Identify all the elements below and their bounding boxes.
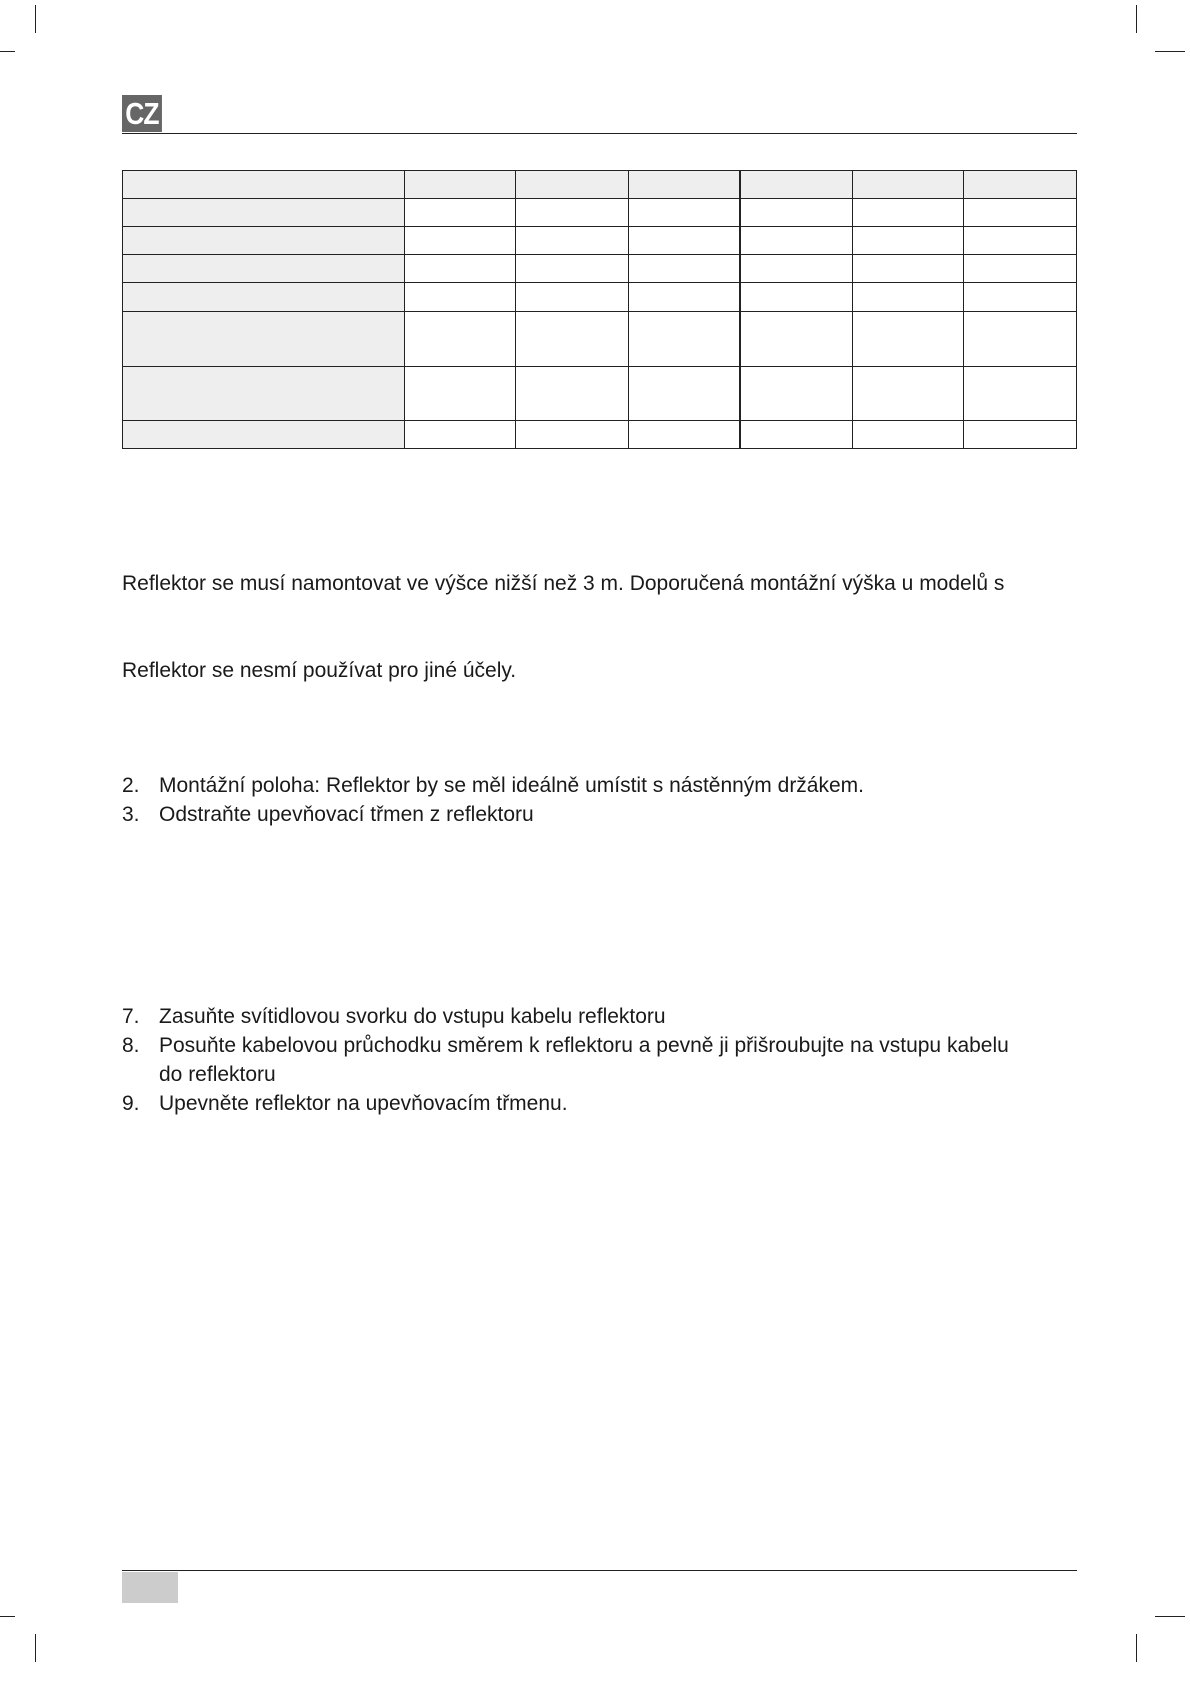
list-item [122, 1005, 666, 1029]
table-cell [853, 171, 964, 199]
crop-mark [1155, 1616, 1185, 1617]
table-cell [964, 283, 1077, 312]
table-row [123, 255, 1077, 283]
table-cell [405, 227, 516, 255]
crop-mark [35, 1634, 36, 1662]
table-row [123, 421, 1077, 449]
table-cell [853, 421, 964, 449]
table-cell [964, 421, 1077, 449]
table-cell [405, 367, 516, 421]
step-number: 3. [122, 803, 140, 826]
table-row [123, 171, 1077, 199]
table-cell [853, 227, 964, 255]
table-cell [853, 367, 964, 421]
step-number: 2. [122, 774, 140, 797]
table-cell [516, 255, 629, 283]
page-number-box [122, 1572, 178, 1603]
paragraph: Reflektor se nesmí používat pro jiné účely. [122, 659, 517, 682]
table-row [123, 227, 1077, 255]
table-cell [405, 255, 516, 283]
table-cell [964, 255, 1077, 283]
step-number: 7. [122, 1005, 140, 1028]
step-number: 9. [122, 1092, 140, 1115]
table-cell [740, 171, 852, 199]
table-cell [405, 171, 516, 199]
list-item [122, 1034, 1009, 1058]
table-cell [123, 227, 405, 255]
table-cell [516, 283, 629, 312]
spec-table [122, 170, 1077, 449]
table-cell [740, 283, 852, 312]
list-item [122, 803, 534, 827]
table-cell [123, 199, 405, 227]
table-cell [123, 367, 405, 421]
table-cell [964, 171, 1077, 199]
table-cell [853, 255, 964, 283]
table-row [123, 199, 1077, 227]
crop-mark [1155, 51, 1185, 52]
table-cell [629, 421, 740, 449]
table-cell [740, 421, 852, 449]
table-cell [405, 199, 516, 227]
table-cell [516, 171, 629, 199]
table-cell [405, 283, 516, 312]
table-cell [123, 421, 405, 449]
table-cell [740, 367, 852, 421]
table-cell [516, 199, 629, 227]
table-cell [853, 199, 964, 227]
language-badge: CZ [122, 95, 162, 132]
table-cell [123, 312, 405, 367]
table-cell [740, 227, 852, 255]
list-item [122, 774, 864, 798]
table-cell [405, 421, 516, 449]
table-cell [740, 255, 852, 283]
crop-mark [1136, 1634, 1137, 1662]
table-cell [629, 255, 740, 283]
table-cell [123, 255, 405, 283]
step-text: do reflektoru [159, 1063, 276, 1086]
table-cell [629, 367, 740, 421]
table-cell [516, 367, 629, 421]
crop-mark [1136, 5, 1137, 33]
table-cell [629, 312, 740, 367]
crop-mark [0, 51, 15, 52]
header-divider [122, 133, 1077, 134]
list-item [122, 1092, 568, 1116]
table-cell [964, 199, 1077, 227]
table-cell [516, 227, 629, 255]
table-cell [516, 421, 629, 449]
step-text: Upevněte reflektor na upevňovacím třmenu. [159, 1092, 568, 1115]
table-cell [629, 199, 740, 227]
step-text: Posuňte kabelovou průchodku směrem k reflektoru a pevně ji přišroubujte na vstupu kabelu [159, 1034, 1009, 1057]
step-text: Zasuňte svítidlovou svorku do vstupu kabelu reflektoru [159, 1005, 666, 1028]
step-number: 8. [122, 1034, 140, 1057]
crop-mark [0, 1616, 15, 1617]
table-cell [740, 199, 852, 227]
paragraph: Reflektor se musí namontovat ve výšce nižší než 3 m. Doporučená montážní výška u modelů s [122, 572, 1005, 595]
table-cell [964, 227, 1077, 255]
table-cell [123, 283, 405, 312]
table-cell [964, 312, 1077, 367]
table-cell [629, 171, 740, 199]
crop-mark [35, 5, 36, 33]
table-cell [853, 283, 964, 312]
table-row [123, 283, 1077, 312]
table-cell [853, 312, 964, 367]
list-item-continuation [122, 1063, 276, 1087]
table-row [123, 367, 1077, 421]
table-cell [740, 312, 852, 367]
table-cell [405, 312, 516, 367]
table-cell [516, 312, 629, 367]
table-row [123, 312, 1077, 367]
table-cell [629, 283, 740, 312]
table-cell [629, 227, 740, 255]
table-cell [964, 367, 1077, 421]
step-text: Montážní poloha: Reflektor by se měl ideálně umístit s nástěnným držákem. [159, 774, 864, 797]
table-cell [123, 171, 405, 199]
step-text: Odstraňte upevňovací třmen z reflektoru [159, 803, 534, 826]
footer-divider [122, 1570, 1077, 1571]
